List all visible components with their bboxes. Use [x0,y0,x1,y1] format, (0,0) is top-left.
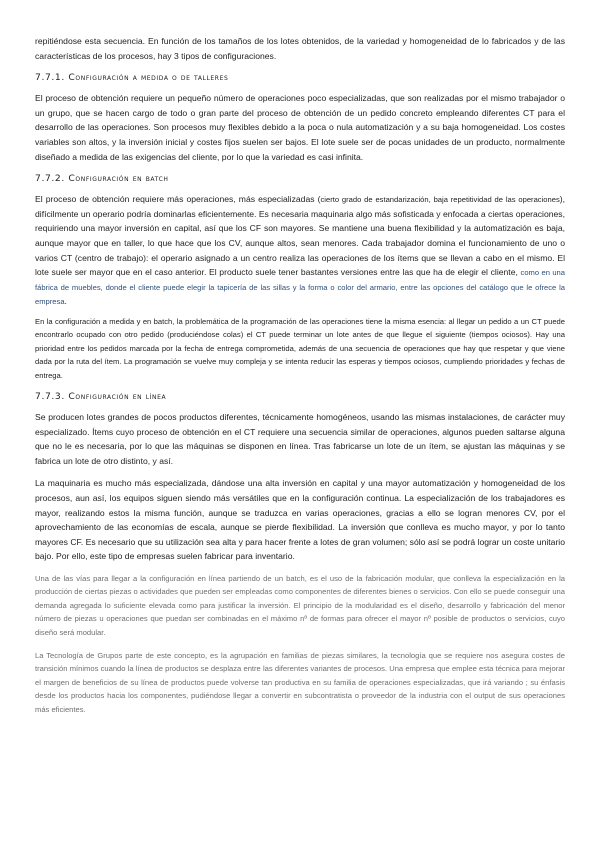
section-heading-batch: 7.7.2. Configuración en batch [35,173,169,185]
line-config-paragraph-2: La maquinaria es mucho más especializada, dándose una alta inversión en capital y una mayor automatización y homogeneidad de los procesos, aun así, los equipos siguen siendo más versátiles que en la configuración continua. La especialización de los trabajadores es mayor, realizando estos la misma función, aunque se traduzca en varias operaciones, gracias a ello se logran menores CV, por el aprovechamiento de las economías de escala, aunque se pierde flexibilidad. La inversión que conlleva es mucho mayor, y por lo tanto mayores CF. Es necesario que su utilización sea alta y para hacer frente a lotes de gran volumen; sólo así se podrá lograr un coste unitario bajo. Por ello, este tipo de empresas suelen fabricar para inventario. [35,478,565,562]
modular-manufacturing-paragraph: Una de las vías para llegar a la configuración en línea partiendo de un batch, es el uso de la fabricación modular, que conlleva la especialización en la producción de ciertas piezas o actividades que pueden ser empleadas como componentes de diferentes bienes o servicios. Con ello se puede conseguir una demanda agregada lo suficiente elevada como para justificar la inversión. El principio de la modularidad es el diseño, desarrollo y fabricación del menor número de piezas u operaciones que puedan ser combinadas en el máximo nº de formas para ofrecer el mayor nº posible de productos o servicios, cuyo diseño será modular. [35,573,565,637]
batch-text-a: El proceso de obtención requiere más operaciones, más especializadas ( [35,194,321,205]
section-heading-line: 7.7.3. Configuración en línea [35,390,167,402]
group-technology-paragraph: La Tecnología de Grupos parte de este concepto, es la agrupación en familias de piezas similares, la tecnología que se requiere nos asegura costes de transición mínimos cuando la línea de productos se desplaza entre las diferentes variantes de procesos. Una empresa que emplee esta técnica para mejorar el margen de beneficios de su línea de productos puede volverse tan productiva en su familia de operaciones especializadas, que irá variando ; su énfasis desde los productos hacia los componentes, pudiéndose llegar a convertir en subcontratista o proveedor de la industria con el output de sus operaciones más eficientes. [35,650,565,714]
batch-text-c: ), difícilmente un operario podría dominarlas eficientemente. Es necesaria maquinaria algo más sofisticada y enfocada a ciertas operaciones, requiriendo una mayor inversión en capital, así que los CF son mayores. Se mantiene una buena flexibilidad y la automatización es baja, aunque mayor que en taller, lo que hace que los CV, aunque altos, sean menores. Cada trabajador domina el funcionamiento de uno o varios CT (centro de trabajo): el operario asignado a un centro realiza las operaciones de los ítems que se llevan a cabo en el mismo. El lote suele ser mayor que en el caso anterior. El producto suele tener bastantes versiones entre las que ha de elegir el cliente, [35,194,565,278]
batch-config-paragraph [35,192,565,309]
section-heading-custom: 7.7.1. Configuración a medida o de talleres [35,72,229,84]
batch-text-e: . [64,296,67,307]
custom-config-paragraph: El proceso de obtención requiere un pequeño número de operaciones poco especializadas, que son realizadas por el mismo trabajador o un grupo, que se hacen cargo de todo o gran parte del proceso de obtención de un pedido concreto empleando diferentes CT para el desarrollo de las operaciones. Son procesos muy flexibles debido a la poca o nula automatización y a su baja homogeneidad. Los costes variables son altos, y la inversión inicial y costes fijos suelen ser bajos. El lote suele ser de pocas unidades de un producto, normalmente diseñado a medida de las exigencias del cliente, por lo que la variedad es casi infinita. [35,93,565,162]
line-config-paragraph-1: Se producen lotes grandes de pocos productos diferentes, técnicamente homogéneos, usando las mismas instalaciones, de carácter muy especializado. Ítems cuyo proceso de obtención en el CT requiere una secuencia similar de operaciones, algunos pueden saltarse alguna que no le es necesaria, por lo que las máquinas se disponen en línea. Tras fabricarse un lote de un ítem, se ajustan las máquinas y se fabrica un lote de otro distinto, y así. [35,411,565,466]
document-page [35,34,565,726]
batch-text-standardization: cierto grado de estandarización, baja repetitividad de las operaciones [320,195,560,205]
scheduling-paragraph: En la configuración a medida y en batch, la problemática de la programación de las operaciones tiene la misma esencia: al llegar un pedido a un CT puede encontrarlo ocupado con otro pedido (produciéndose colas) el CT puede terminar un lote antes de que llegue el siguiente (tiempos ociosos). Hay una prioridad entre los pedidos marcada por la fecha de entrega comprometida, además de una secuencia de operaciones que hay que respetar y que viene dada por la ruta del ítem. La programación se vuelve muy compleja y se intenta reducir las esperas y tiempos ociosos, cumpliendo prioridades y fechas de entrega. [35,316,565,380]
batch-example-text: como en una fábrica de muebles, donde el cliente puede elegir la tapicería de las sillas y la forma o color del armario, entre las opciones del catálogo que le ofrece la empresa [35,268,565,307]
intro-paragraph: repitiéndose esta secuencia. En función de los tamaños de los lotes obtenidos, de la variedad y homogeneidad de lo fabricados y de las características de los procesos, hay 3 tipos de configuraciones. [35,36,565,61]
